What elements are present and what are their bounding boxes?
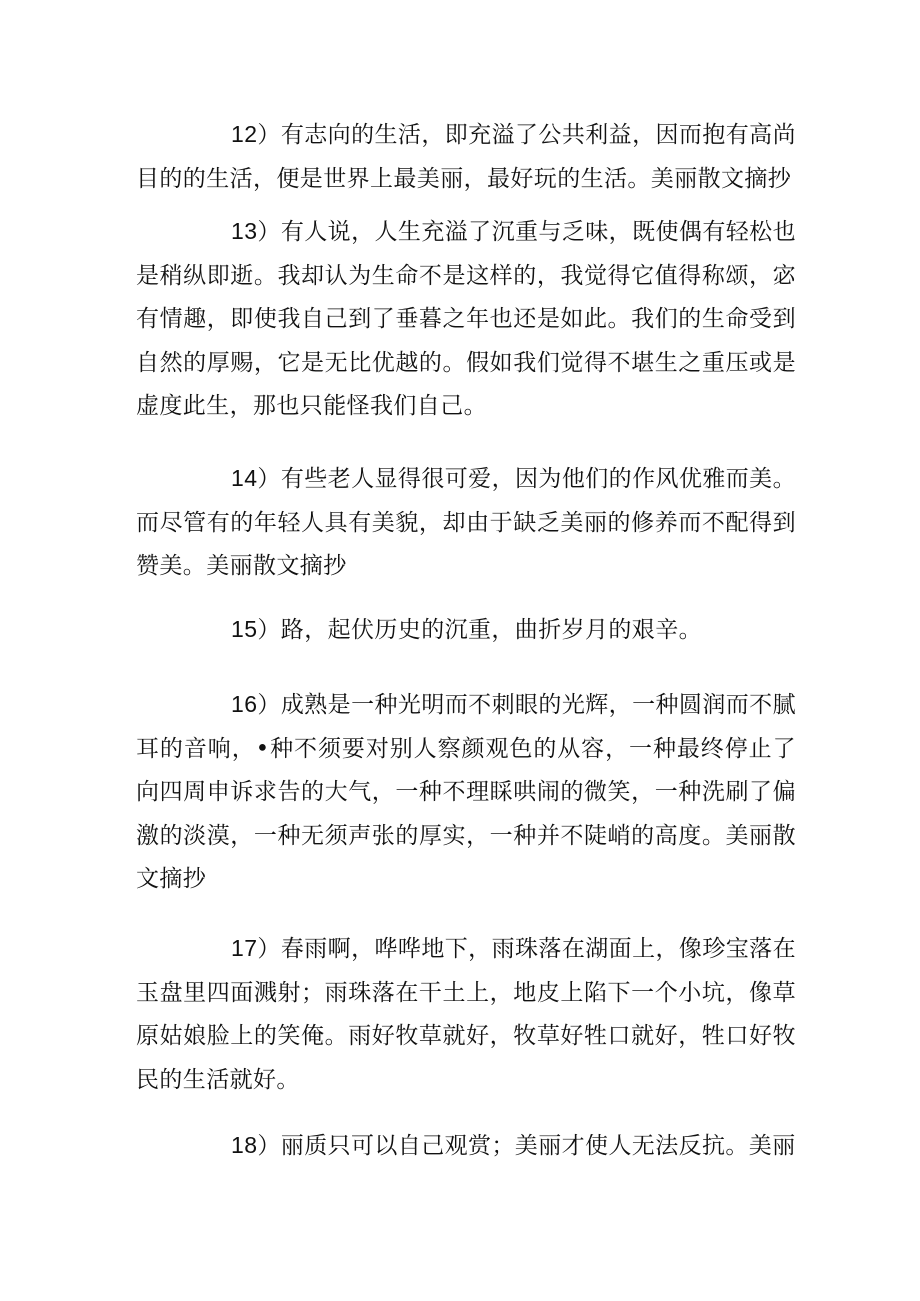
paragraph-number: 17 — [231, 935, 258, 961]
paragraph-text: ）有志向的生活，即充溢了公共利益，因而抱有高尚目的的生活，便是世界上最美丽，最好玩的生活。美丽散文摘抄 — [136, 122, 796, 192]
paragraph-15 — [136, 608, 796, 653]
paragraph-number: 18 — [231, 1132, 258, 1158]
paragraph-number: 16 — [231, 691, 258, 717]
paragraph-number: 14 — [231, 465, 258, 491]
paragraph-number: 12 — [231, 121, 258, 147]
paragraph-text: ）丽质只可以自己观赏；美丽才使人无法反抗。美丽 — [257, 1133, 796, 1159]
paragraph-number: 13 — [231, 218, 258, 244]
paragraph-16 — [136, 683, 796, 902]
paragraph-13 — [136, 210, 796, 429]
paragraph-17 — [136, 927, 796, 1102]
paragraph-number: 15 — [231, 616, 258, 642]
paragraph-text: ）成熟是一种光明而不刺眼的光辉，一种圆润而不腻耳的音响，•种不须要对别人察颜观色的从容，一种最终停止了向四周申诉求告的大气，一种不理睬哄闹的微笑，一种洗刷了偏激的淡漠，一种无须声张的厚实，一种并不陡峭的高度。美丽散文摘抄 — [136, 692, 796, 892]
paragraph-14 — [136, 457, 796, 589]
paragraph-12 — [136, 113, 796, 201]
paragraph-text: ）春雨啊，哗哗地下，雨珠落在湖面上，像珍宝落在玉盘里四面溅射；雨珠落在干土上，地皮上陷下一个小坑，像草原姑娘脸上的笑俺。雨好牧草就好，牧草好牲口就好，牲口好牧民的生活就好。 — [136, 936, 796, 1093]
paragraph-text: ）路，起伏历史的沉重，曲折岁月的艰辛。 — [257, 617, 702, 643]
paragraph-text: ）有些老人显得很可爱，因为他们的作风优雅而美。而尽管有的年轻人具有美貌，却由于缺乏美丽的修养而不配得到赞美。美丽散文摘抄 — [136, 466, 796, 579]
paragraph-text: ）有人说，人生充溢了沉重与乏味，既使偶有轻松也是稍纵即逝。我却认为生命不是这样的，我觉得它值得称颂，宓有情趣，即使我自己到了垂暮之年也还是如此。我们的生命受到自然的厚赐，它是无比优越的。假如我们觉得不堪生之重压或是虚度此生，那也只能怪我们自己。 — [136, 219, 796, 419]
paragraph-18 — [136, 1124, 796, 1169]
